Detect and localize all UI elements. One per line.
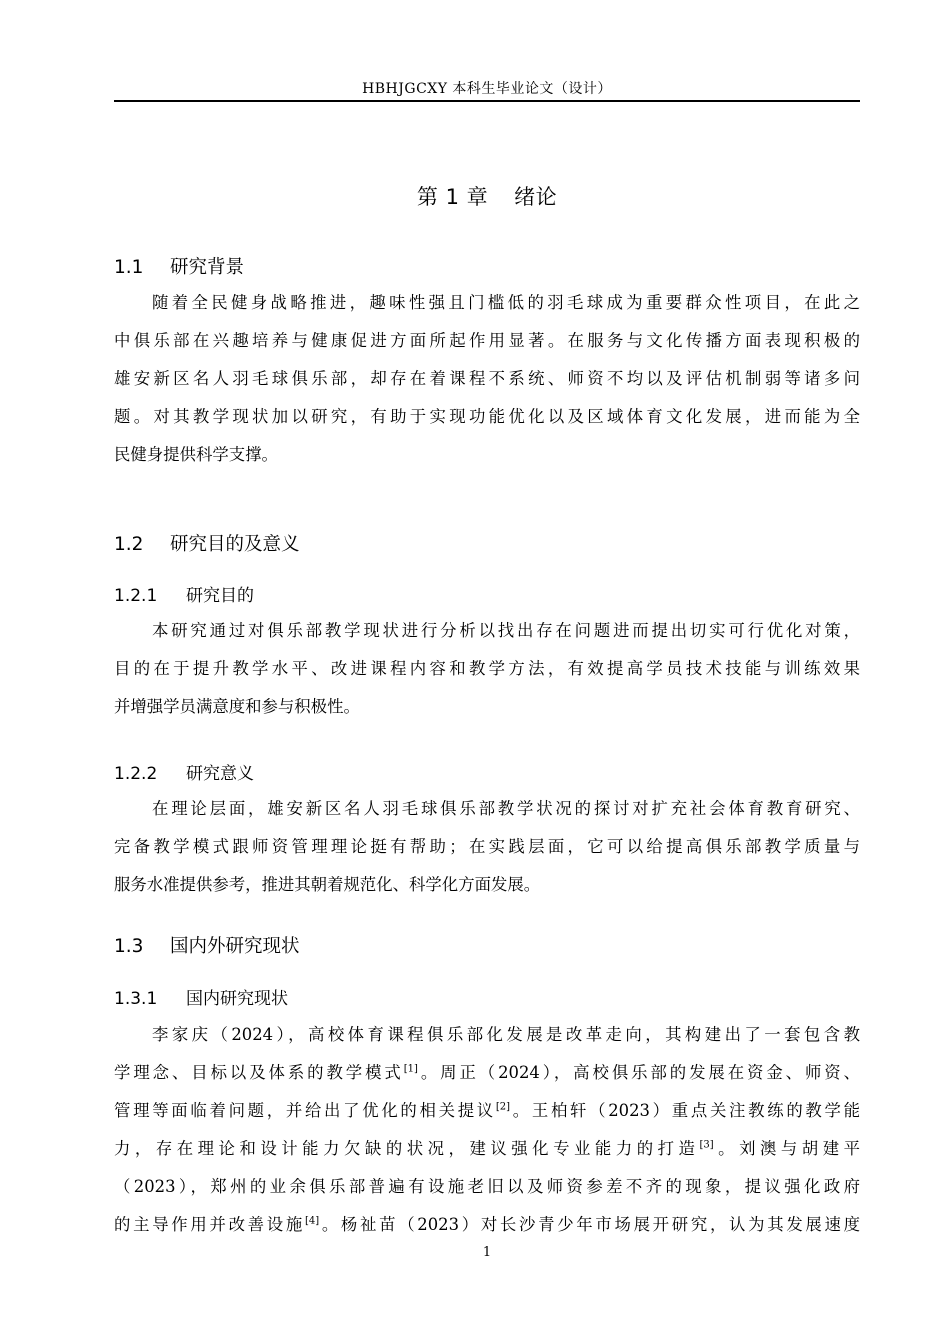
- section-heading-1-2-1: [114, 581, 254, 606]
- paragraph-domestic: [114, 1016, 860, 1244]
- text-line: 在理论层面，雄安新区名人羽毛球俱乐部教学状况的探讨对扩充社会体育教育研究、: [152, 799, 860, 818]
- section-heading-1-2-2: [114, 759, 254, 784]
- text-line: 学理念、目标以及体系的教学模式[1]。周正（2024），高校俱乐部的发展在资金、师资、: [114, 1063, 861, 1082]
- chapter-number: 第 1 章: [416, 185, 489, 209]
- section-number: 1.3.1: [114, 989, 158, 1009]
- section-title: 研究背景: [170, 257, 245, 278]
- section-title: 研究目的及意义: [170, 534, 300, 555]
- text-line: 完备教学模式跟师资管理理论挺有帮助；在实践层面，它可以给提高俱乐部教学质量与: [114, 837, 860, 856]
- section-title: 国内研究现状: [186, 989, 288, 1009]
- text-line: 中俱乐部在兴趣培养与健康促进方面所起作用显著。在服务与文化传播方面表现积极的: [114, 331, 860, 350]
- citation-ref: [3]: [699, 1139, 714, 1151]
- paragraph-purpose: [114, 612, 860, 726]
- text-line: 服务水准提供参考，推进其朝着规范化、科学化方面发展。: [114, 875, 541, 894]
- section-heading-1-2: [114, 530, 300, 556]
- text-line: 并增强学员满意度和参与积极性。: [114, 697, 360, 716]
- running-header: HBHJGCXY 本科生毕业论文（设计）: [362, 81, 612, 97]
- section-title: 研究意义: [186, 764, 254, 784]
- chapter-title: [114, 181, 860, 211]
- citation-ref: [2]: [495, 1101, 511, 1113]
- section-number: 1.2.2: [114, 764, 158, 784]
- text-line: 目的在于提升教学水平、改进课程内容和教学方法，有效提高学员技术技能与训练效果: [114, 659, 860, 678]
- text-line: 力，存在理论和设计能力欠缺的状况，建议强化专业能力的打造[3]。刘澳与胡建平: [114, 1139, 861, 1158]
- section-number: 1.3: [114, 936, 144, 957]
- section-number: 1.2.1: [114, 586, 158, 606]
- page-number: 1: [482, 1245, 492, 1260]
- text-line: 李家庆（2024），高校体育课程俱乐部化发展是改革走向，其构建出了一套包含教: [152, 1025, 860, 1044]
- section-title: 国内外研究现状: [170, 936, 300, 957]
- section-heading-1-3: [114, 932, 300, 958]
- text-line: （2023），郑州的业余俱乐部普遍有设施老旧以及师资参差不齐的现象，提议强化政府: [114, 1177, 860, 1196]
- text-line: 的主导作用并改善设施[4]。杨祉苗（2023）对长沙青少年市场展开研究，认为其发展速度: [114, 1215, 860, 1234]
- text-line: 本研究通过对俱乐部教学现状进行分析以找出存在问题进而提出切实可行优化对策，: [152, 621, 860, 640]
- section-title: 研究目的: [186, 586, 254, 606]
- citation-ref: [4]: [304, 1215, 320, 1227]
- paragraph-significance: [114, 790, 860, 904]
- text-line: 随着全民健身战略推进，趣味性强且门槛低的羽毛球成为重要群众性项目，在此之: [152, 293, 860, 312]
- text-line: 雄安新区名人羽毛球俱乐部，却存在着课程不系统、师资不均以及评估机制弱等诸多问: [114, 369, 860, 388]
- section-heading-1-3-1: [114, 984, 288, 1009]
- text-line: 题。对其教学现状加以研究，有助于实现功能优化以及区域体育文化发展，进而能为全: [114, 407, 860, 426]
- chapter-name: 绪论: [514, 185, 558, 209]
- text-line: 民健身提供科学支撑。: [114, 445, 278, 464]
- text-line: 管理等面临着问题，并给出了优化的相关提议[2]。王柏轩（2023）重点关注教练的教学能: [114, 1101, 860, 1120]
- section-number: 1.2: [114, 534, 144, 555]
- section-heading-1-1: [114, 253, 244, 279]
- paragraph-background: [114, 284, 860, 474]
- section-number: 1.1: [114, 257, 144, 278]
- header-rule: [114, 100, 860, 102]
- citation-ref: [1]: [403, 1063, 418, 1075]
